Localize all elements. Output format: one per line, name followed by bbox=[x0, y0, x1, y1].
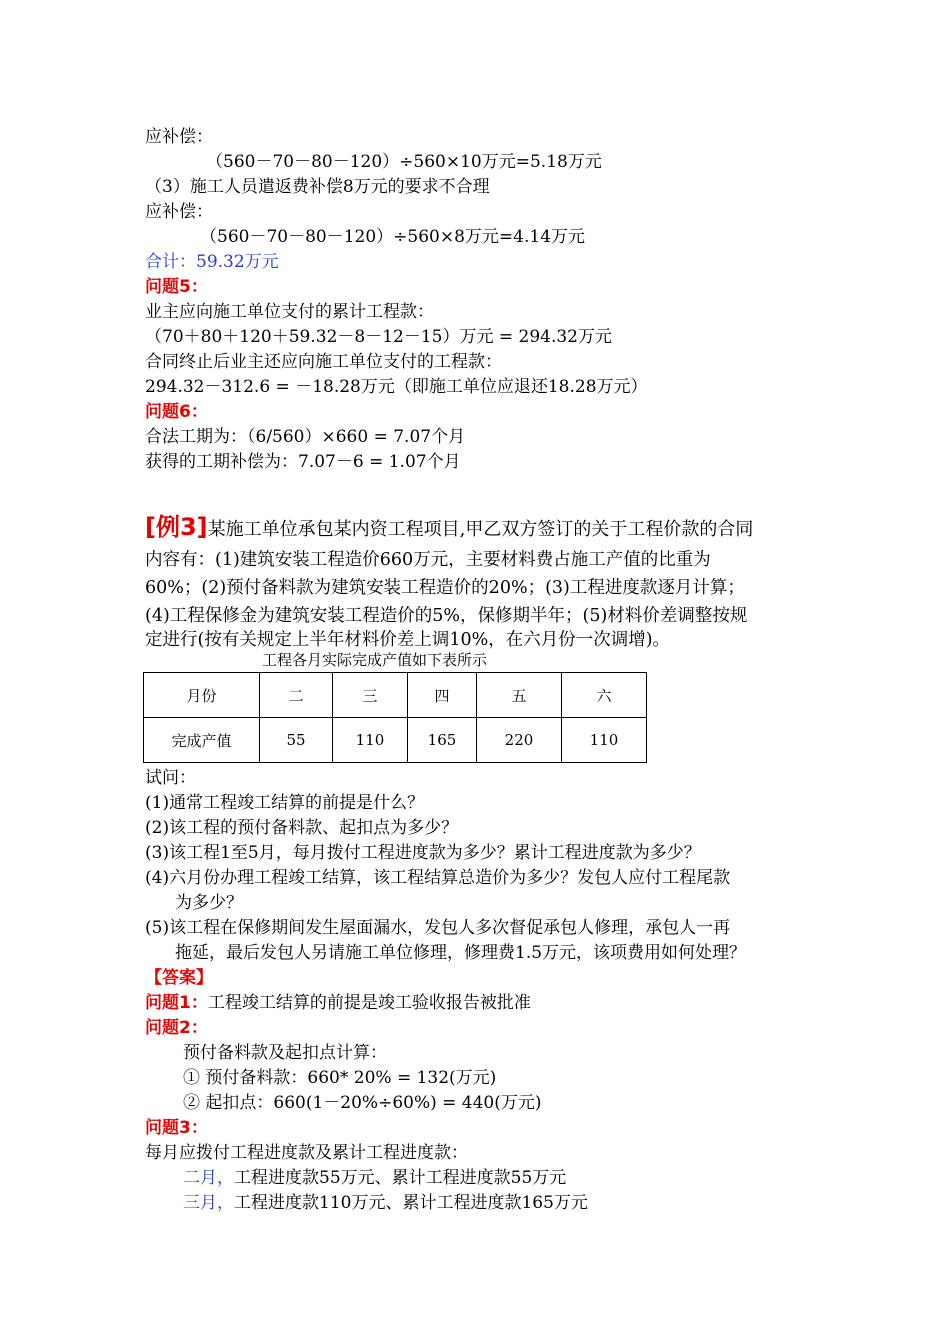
text-line: 每月应拨付工程进度款及累计工程进度款： bbox=[145, 1143, 468, 1163]
text-line: 预付备料款及起扣点计算： bbox=[183, 1043, 387, 1063]
formula-line: （560－70－80－120）÷560×10万元=5.18万元 bbox=[206, 152, 602, 172]
answer-1-heading: 问题1： bbox=[145, 993, 208, 1013]
paragraph-line: (4)工程保修金为建筑安装工程造价的5%，保修期半年；(5)材料价差调整按规 bbox=[145, 606, 748, 626]
table-cell: 三 bbox=[333, 673, 408, 718]
question-item: (2)该工程的预付备料款、起扣点为多少？ bbox=[145, 818, 459, 838]
answer-line bbox=[183, 1167, 566, 1189]
text-line: 应补偿： bbox=[145, 202, 213, 222]
text-line: （3）施工人员遣返费补偿8万元的要求不合理 bbox=[145, 177, 490, 197]
table-cell: 六 bbox=[562, 673, 647, 718]
formula-line: （560－70－80－120）÷560×8万元=4.14万元 bbox=[200, 227, 586, 247]
question-5-heading: 问题5： bbox=[145, 277, 208, 297]
answer-heading: 【答案】 bbox=[145, 968, 213, 988]
paragraph-line: 内容有：(1)建筑安装工程造价660万元，主要材料费占施工产值的比重为 bbox=[145, 550, 711, 570]
question-item-continued: 为多少？ bbox=[175, 893, 243, 913]
table-cell: 110 bbox=[562, 718, 647, 763]
formula-line: ② 起扣点：660(1－20%÷60%) = 440(万元) bbox=[183, 1093, 542, 1113]
answer-line bbox=[183, 1192, 588, 1214]
table-cell: 五 bbox=[477, 673, 562, 718]
table-cell: 完成产值 bbox=[144, 718, 260, 763]
formula-line: 294.32－312.6 = －18.28万元（即施工单位应退还18.28万元） bbox=[145, 377, 648, 397]
answer-line bbox=[145, 992, 531, 1014]
table-caption: 工程各月实际完成产值如下表所示 bbox=[262, 651, 488, 669]
progress-text: 工程进度款110万元、累计工程进度款165万元 bbox=[234, 1193, 588, 1213]
answer-2-heading: 问题2： bbox=[145, 1018, 208, 1038]
formula-line: 获得的工期补偿为：7.07－6 = 1.07个月 bbox=[145, 452, 461, 472]
answer-3-heading: 问题3： bbox=[145, 1118, 208, 1138]
table-row bbox=[144, 673, 647, 718]
month-label: 三月， bbox=[183, 1193, 234, 1213]
table-cell: 110 bbox=[333, 718, 408, 763]
formula-line: 合法工期为：（6/560）×660 = 7.07个月 bbox=[145, 427, 466, 447]
example-text: 某施工单位承包某内资工程项目,甲乙双方签订的关于工程价款的合同 bbox=[207, 519, 754, 540]
total-line: 合计：59.32万元 bbox=[145, 252, 279, 272]
table-cell: 165 bbox=[408, 718, 477, 763]
question-item: (5)该工程在保修期间发生屋面漏水，发包人多次督促承包人修理，承包人一再 bbox=[145, 918, 731, 938]
progress-text: 工程进度款55万元、累计工程进度款55万元 bbox=[234, 1168, 567, 1188]
question-item-continued: 拖延，最后发包人另请施工单位修理，修理费1.5万元，该项费用如何处理？ bbox=[175, 943, 747, 963]
example-heading bbox=[145, 513, 753, 544]
output-table bbox=[143, 672, 647, 763]
table-cell: 55 bbox=[260, 718, 333, 763]
text-line: 应补偿： bbox=[145, 127, 213, 147]
question-item: (3)该工程1至5月，每月拨付工程进度款为多少？累计工程进度款为多少？ bbox=[145, 843, 701, 863]
paragraph-line: 60%；(2)预付备料款为建筑安装工程造价的20%；(3)工程进度款逐月计算； bbox=[145, 578, 745, 598]
table-cell: 二 bbox=[260, 673, 333, 718]
question-6-heading: 问题6： bbox=[145, 402, 208, 422]
paragraph-line: 定进行(按有关规定上半年材料价差上调10%，在六月份一次调增)。 bbox=[145, 630, 671, 650]
formula-line: ① 预付备料款：660* 20% = 132(万元) bbox=[183, 1068, 497, 1088]
text-line: 业主应向施工单位支付的累计工程款： bbox=[145, 302, 434, 322]
formula-line: （70＋80＋120＋59.32－8－12－15）万元 = 294.32万元 bbox=[145, 327, 612, 347]
question-item: (1)通常工程竣工结算的前提是什么？ bbox=[145, 793, 425, 813]
question-item: (4)六月份办理工程竣工结算，该工程结算总造价为多少？发包人应付工程尾款 bbox=[145, 868, 731, 888]
month-label: 二月， bbox=[183, 1168, 234, 1188]
table-cell: 四 bbox=[408, 673, 477, 718]
answer-1-text: 工程竣工结算的前提是竣工验收报告被批准 bbox=[207, 993, 531, 1013]
table-row bbox=[144, 718, 647, 763]
table-cell: 220 bbox=[477, 718, 562, 763]
text-line: 试问： bbox=[145, 768, 196, 788]
text-line: 合同终止后业主还应向施工单位支付的工程款： bbox=[145, 352, 502, 372]
example-tag: [例3] bbox=[145, 513, 208, 541]
table-cell: 月份 bbox=[144, 673, 260, 718]
